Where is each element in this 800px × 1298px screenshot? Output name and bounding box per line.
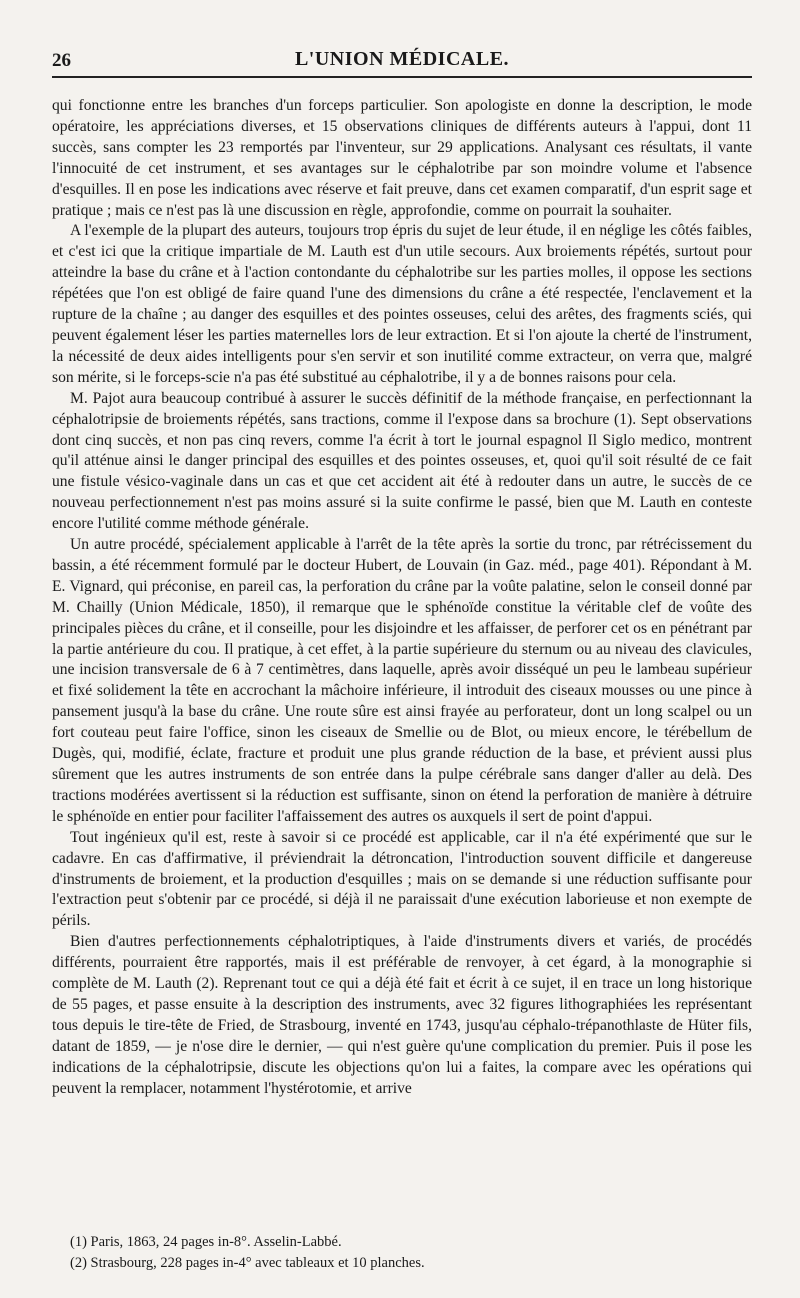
- paragraph: Un autre procédé, spécialement applicable à l'arrêt de la tête après la sortie du tronc, par rétrécissement du bassin, a été récemment formulé par le docteur Hubert, de Louvain (in Gaz. méd., page 401). Répondant à M. E. Vignard, qui préconise, en pareil cas, la perforation du crâne par la voûte palatine, selon le conseil donné par M. Chailly (Union Médicale, 1850), il remarque que le sphénoïde constitue la véritable clef de voûte des principales pièces du crâne, et il conseille, pour les disjoindre et les affaisser, de perforer cet os en pénétrant par la partie antérieure du cou. Il pratique, à cet effet, à la partie supérieure du sternum ou au niveau des clavicules, une incision transversale de 6 à 7 centimètres, dans laquelle, après avoir disséqué un peu le lambeau supérieur et fixé solidement la tête en accrochant la mâchoire inférieure, il introduit des ciseaux mousses ou une pince à pansement jusqu'à la base du crâne. Une route sûre est ainsi frayée au perforateur, dont un long scalpel ou un fort couteau peut faire l'office, sinon les ciseaux de Smellie ou de Blot, ou mieux encore, le térébellum de Dugès, qui, modifié, éclate, fracture et produit une plus grande réduction de la base, et prévient aussi plus sûrement que les autres instruments de son entrée dans la pulpe cérébrale sans danger d'aller au delà. Des tractions modérées avertissent si la réduction est suffisante, sinon on étend la perforation de manière à détruire le sphénoïde en entier pour faciliter l'affaissement des autres os auxquels il sert de point d'appui.: [52, 536, 752, 825]
- footnote: (1) Paris, 1863, 24 pages in-8°. Asselin-Labbé.: [70, 1234, 342, 1250]
- footnotes: [70, 1232, 752, 1274]
- paragraph: Tout ingénieux qu'il est, reste à savoir si ce procédé est applicable, car il n'a été expérimenté que sur le cadavre. En cas d'affirmative, il préviendrait la détroncation, l'introduction souvent difficile et dangereuse d'instruments de broiement, et la production d'esquilles ; mais on se demande si une réduction suffisante pour l'extraction peut s'obtenir par ce procédé, si déjà il ne paraissait d'une exécution laborieuse et non exempte de périls.: [52, 828, 752, 930]
- paragraph: M. Pajot aura beaucoup contribué à assurer le succès définitif de la méthode française, en perfectionnant la céphalotripsie de broiements répétés, sans tractions, comme il l'expose dans sa brochure (1). Sept observations dont cinq succès, et non pas cinq revers, comme l'a écrit à tort le journal espagnol Il Siglo medico, montrent qu'il atténue ainsi le danger principal des esquilles et des pointes osseuses, et, quoi qu'il soit résulté de ce fait une fistule vésico-vaginale dans un cas et que cet accident ait été à redouter dans un autre, le succès de ce nouveau perfectionnement n'est pas moins assuré si la suite confirme le passé, bien que M. Lauth en conteste encore l'utilité comme méthode générale.: [52, 389, 752, 533]
- paragraph: qui fonctionne entre les branches d'un forceps particulier. Son apologiste en donne la description, le mode opératoire, les appréciations diverses, et 15 observations cliniques de différents auteurs à l'appui, dont 11 succès, sans compter les 23 remportés par l'inventeur, sur 29 applications. Analysant ces résultats, il vante l'innocuité de cet instrument, et ses avantages sur le céphalotribe par son moindre volume et l'absence d'esquilles. Il en pose les indications avec réserve et fait preuve, dans cet examen comparatif, d'un esprit sage et pratique ; mais ce n'est pas là une discussion en règle, approfondie, comme on pourrait la souhaiter.: [52, 97, 752, 219]
- page-number: 26: [52, 50, 71, 71]
- footnote: (2) Strasbourg, 228 pages in-4° avec tableaux et 10 planches.: [70, 1255, 425, 1271]
- article-body: [52, 96, 752, 1100]
- running-title: L'UNION MÉDICALE.: [294, 48, 510, 70]
- paragraph: Bien d'autres perfectionnements céphalotriptiques, à l'aide d'instruments divers et variés, de procédés différents, pourraient être rapportés, mais il est préférable de renvoyer, à cet égard, à la monographie si complète de M. Lauth (2). Reprenant tout ce qui a déjà été fait et écrit à ce sujet, il en trace un long historique de 55 pages, et passe ensuite à la description des instruments, avec 32 figures lithographiées les représentant tous depuis le tire-tête de Fried, de Strasbourg, inventé en 1743, jusqu'au céphalo-trépanothlaste de Hüter fils, datant de 1859, — je n'ose dire le dernier, — qui n'est guère qu'une complication du premier. Puis il pose les indications de la céphalotripsie, discute les objections qu'on lui a faites, la compare avec les opérations qui peuvent la remplacer, notamment l'hystérotomie, et arrive: [52, 933, 752, 1097]
- paragraph: A l'exemple de la plupart des auteurs, toujours trop épris du sujet de leur étude, il en néglige les côtés faibles, et c'est ici que la critique impartiale de M. Lauth est d'un utile secours. Aux broiements répétés, surtout pour atteindre la base du crâne et à l'action contondante du céphalotribe sur les parties molles, il oppose les sections répétées que l'on est obligé de faire quand l'une des dimensions du crâne a été respectée, l'enclavement et la rupture de la chaîne ; au danger des esquilles et des pointes osseuses, celui des arêtes, des fragments sciés, qui peuvent également léser les parties maternelles lors de leur extraction. Et si l'on ajoute la cherté de l'instrument, la nécessité de deux aides intelligents pour s'en servir et son inutilité comme extracteur, on verra que, malgré son mérite, si le forceps-scie n'a pas été substitué au céphalotribe, il y a de bonnes raisons pour cela.: [52, 222, 752, 386]
- page-header: [52, 42, 752, 78]
